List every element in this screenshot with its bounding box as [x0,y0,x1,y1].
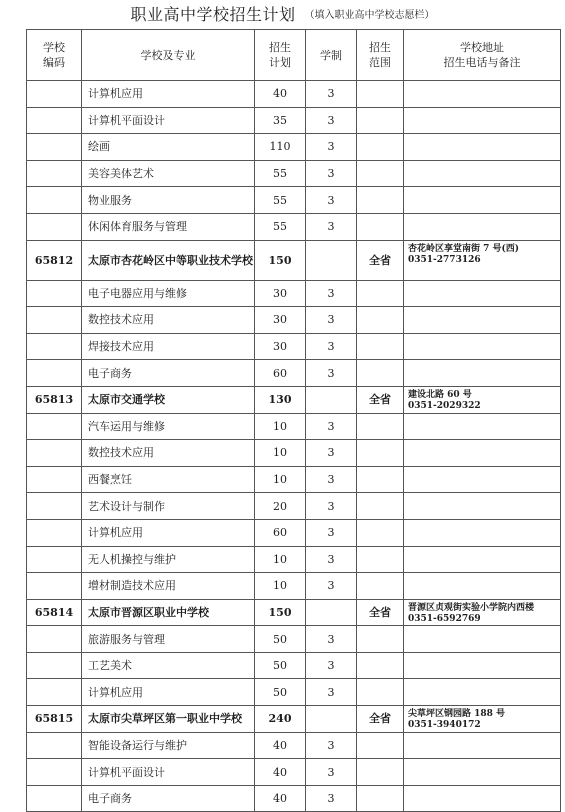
years-cell: 3 [306,307,357,334]
school-row [27,706,561,733]
table-header-row [27,30,561,81]
major-name-cell: 计算机应用 [82,81,255,108]
title-subtitle: （填入职业高中学校志愿栏） [304,10,435,21]
quota-cell: 55 [255,213,306,240]
years-cell: 3 [306,732,357,759]
address-cell [404,759,561,786]
scope-cell: 全省 [357,599,404,626]
quota-cell: 130 [255,386,306,413]
quota-cell: 40 [255,732,306,759]
years-cell: 3 [306,573,357,600]
school-code-cell [27,307,82,334]
major-row [27,493,561,520]
major-row [27,519,561,546]
years-cell: 3 [306,466,357,493]
years-cell: 3 [306,785,357,812]
school-code-cell [27,573,82,600]
address-cell [404,732,561,759]
address-cell [404,386,561,413]
major-row [27,307,561,334]
scope-cell [357,160,404,187]
phone-line: 0351-6592769 [408,613,481,624]
scope-cell [357,360,404,387]
major-row [27,333,561,360]
scope-cell [357,546,404,573]
major-row [27,360,561,387]
phone-line: 0351-2029322 [408,400,481,411]
scope-cell [357,333,404,360]
major-row [27,732,561,759]
phone-line: 0351-3940172 [408,720,481,731]
years-cell: 3 [306,759,357,786]
major-name-cell: 电子商务 [82,360,255,387]
years-cell [306,706,357,733]
major-row [27,679,561,706]
major-name-cell: 西餐烹饪 [82,466,255,493]
years-cell: 3 [306,413,357,440]
address-line: 晋源区贞观街实验小学院内西楼 [408,602,535,613]
major-row [27,160,561,187]
years-cell: 3 [306,333,357,360]
scope-cell [357,573,404,600]
quota-cell: 50 [255,652,306,679]
major-name-cell: 焊接技术应用 [82,333,255,360]
years-cell: 3 [306,652,357,679]
major-row [27,785,561,812]
years-cell: 3 [306,81,357,108]
years-cell: 3 [306,134,357,161]
years-cell: 3 [306,626,357,653]
major-row [27,546,561,573]
quota-cell: 150 [255,240,306,280]
school-code-cell [27,546,82,573]
major-row [27,413,561,440]
major-name-cell: 休闲体育服务与管理 [82,213,255,240]
quota-cell: 50 [255,679,306,706]
quota-cell: 40 [255,785,306,812]
years-cell: 3 [306,440,357,467]
address-line: 尖草坪区钢园路 188 号 [408,709,506,720]
scope-cell [357,626,404,653]
scope-cell [357,134,404,161]
address-cell [404,240,561,280]
school-code-cell [27,187,82,214]
major-row [27,652,561,679]
scope-cell [357,187,404,214]
school-name-cell: 太原市尖草坪区第一职业中学校 [82,706,255,733]
major-name-cell: 汽车运用与维修 [82,413,255,440]
major-row [27,573,561,600]
years-cell: 3 [306,546,357,573]
scope-cell [357,440,404,467]
major-name-cell: 计算机平面设计 [82,107,255,134]
address-cell [404,160,561,187]
header-scope: 招生 范围 [357,30,404,81]
address-cell [404,413,561,440]
scope-cell [357,652,404,679]
scope-cell [357,759,404,786]
address-cell [404,307,561,334]
years-cell: 3 [306,493,357,520]
major-row [27,759,561,786]
major-name-cell: 数控技术应用 [82,440,255,467]
years-cell [306,240,357,280]
years-cell: 3 [306,187,357,214]
school-code-cell [27,732,82,759]
quota-cell: 20 [255,493,306,520]
address-cell [404,785,561,812]
major-name-cell: 美容美体艺术 [82,160,255,187]
address-cell [404,679,561,706]
school-code-cell [27,81,82,108]
school-code-cell [27,360,82,387]
quota-cell: 10 [255,413,306,440]
address-cell [404,706,561,733]
header-code: 学校 编码 [27,30,82,81]
address-cell [404,280,561,307]
address-cell [404,440,561,467]
scope-cell: 全省 [357,240,404,280]
address-line: 杏花岭区享堂南街 7 号(西) [408,243,520,254]
school-name-cell: 太原市交通学校 [82,386,255,413]
major-name-cell: 智能设备运行与维护 [82,732,255,759]
quota-cell: 10 [255,546,306,573]
scope-cell [357,466,404,493]
school-code-cell [27,626,82,653]
quota-cell: 10 [255,440,306,467]
address-cell [404,81,561,108]
phone-line: 0351-2773126 [408,254,481,265]
major-name-cell: 计算机应用 [82,519,255,546]
major-name-cell: 工艺美术 [82,652,255,679]
school-code-cell [27,519,82,546]
major-row [27,107,561,134]
major-row [27,213,561,240]
quota-cell: 50 [255,626,306,653]
major-name-cell: 电子商务 [82,785,255,812]
scope-cell: 全省 [357,706,404,733]
years-cell [306,599,357,626]
scope-cell: 全省 [357,386,404,413]
school-code-cell [27,160,82,187]
major-row [27,440,561,467]
school-code-cell [27,493,82,520]
school-code-cell [27,333,82,360]
scope-cell [357,107,404,134]
scope-cell [357,679,404,706]
quota-cell: 110 [255,134,306,161]
school-code-cell: 65812 [27,240,82,280]
major-row [27,626,561,653]
address-cell [404,360,561,387]
enrollment-table [26,29,561,812]
major-name-cell: 物业服务 [82,187,255,214]
address-cell [404,626,561,653]
scope-cell [357,732,404,759]
major-row [27,466,561,493]
school-code-cell [27,679,82,706]
address-cell [404,134,561,161]
address-line: 建设北路 60 号 [408,389,472,400]
address-cell [404,333,561,360]
header-name: 学校及专业 [82,30,255,81]
school-name-cell: 太原市晋源区职业中学校 [82,599,255,626]
major-name-cell: 增材制造技术应用 [82,573,255,600]
major-row [27,134,561,161]
header-years: 学制 [306,30,357,81]
school-code-cell [27,652,82,679]
quota-cell: 60 [255,519,306,546]
quota-cell: 35 [255,107,306,134]
major-name-cell: 计算机应用 [82,679,255,706]
school-code-cell [27,440,82,467]
address-cell [404,652,561,679]
address-cell [404,107,561,134]
years-cell: 3 [306,107,357,134]
quota-cell: 55 [255,187,306,214]
major-row [27,81,561,108]
school-code-cell [27,466,82,493]
major-name-cell: 电子电器应用与维修 [82,280,255,307]
years-cell: 3 [306,160,357,187]
quota-cell: 10 [255,573,306,600]
address-cell [404,466,561,493]
scope-cell [357,81,404,108]
school-code-cell [27,759,82,786]
quota-cell: 30 [255,280,306,307]
quota-cell: 60 [255,360,306,387]
years-cell: 3 [306,519,357,546]
quota-cell: 10 [255,466,306,493]
school-code-cell [27,107,82,134]
quota-cell: 30 [255,307,306,334]
major-name-cell: 数控技术应用 [82,307,255,334]
major-name-cell: 绘画 [82,134,255,161]
school-code-cell: 65815 [27,706,82,733]
header-quota: 招生 计划 [255,30,306,81]
page-title [0,2,565,26]
address-cell [404,493,561,520]
years-cell: 3 [306,213,357,240]
years-cell: 3 [306,679,357,706]
years-cell [306,386,357,413]
header-address: 学校地址 招生电话与备注 [404,30,561,81]
quota-cell: 55 [255,160,306,187]
major-name-cell: 计算机平面设计 [82,759,255,786]
major-name-cell: 无人机操控与维护 [82,546,255,573]
school-row [27,599,561,626]
quota-cell: 40 [255,759,306,786]
major-name-cell: 艺术设计与制作 [82,493,255,520]
school-code-cell [27,134,82,161]
address-cell [404,213,561,240]
scope-cell [357,280,404,307]
school-row [27,386,561,413]
quota-cell: 30 [255,333,306,360]
school-row [27,240,561,280]
address-cell [404,573,561,600]
scope-cell [357,213,404,240]
title-main: 职业高中学校招生计划 [130,5,296,24]
years-cell: 3 [306,280,357,307]
years-cell: 3 [306,360,357,387]
quota-cell: 40 [255,81,306,108]
scope-cell [357,307,404,334]
school-code-cell [27,785,82,812]
school-code-cell [27,280,82,307]
address-cell [404,519,561,546]
address-cell [404,599,561,626]
major-row [27,187,561,214]
school-code-cell: 65814 [27,599,82,626]
address-cell [404,546,561,573]
school-code-cell [27,413,82,440]
school-name-cell: 太原市杏花岭区中等职业技术学校 [82,240,255,280]
school-code-cell [27,213,82,240]
scope-cell [357,785,404,812]
address-cell [404,187,561,214]
major-row [27,280,561,307]
scope-cell [357,413,404,440]
school-code-cell: 65813 [27,386,82,413]
quota-cell: 150 [255,599,306,626]
scope-cell [357,519,404,546]
quota-cell: 240 [255,706,306,733]
major-name-cell: 旅游服务与管理 [82,626,255,653]
scope-cell [357,493,404,520]
